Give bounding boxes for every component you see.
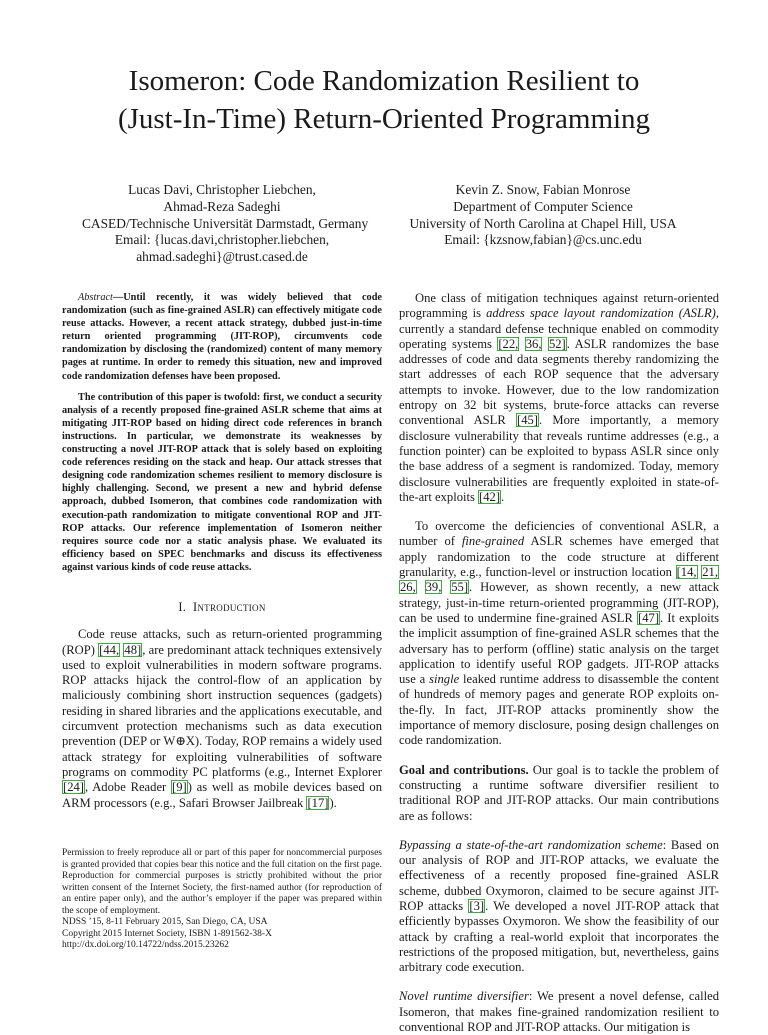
citation-link[interactable]: 26, (400, 580, 416, 595)
title-line-2: (Just-In-Time) Return-Oriented Programming (117, 103, 651, 135)
abstract-label: Abstract (78, 292, 113, 303)
author-email: ahmad.sadeghi}@trust.cased.de (136, 249, 308, 265)
doi-link[interactable]: http://dx.doi.org/10.14722/ndss.2015.23262 (62, 940, 229, 950)
citation-link[interactable]: [14, (676, 565, 697, 580)
citation-link[interactable]: 52] (548, 336, 566, 351)
authors-right-block (398, 182, 688, 249)
section-title: Introduction (192, 599, 266, 614)
citation-link[interactable]: [44, (99, 642, 120, 657)
author-email: Email: {kzsnow,fabian}@cs.unc.edu (444, 232, 642, 248)
contribution-heading: Novel runtime diversifier (399, 989, 529, 1004)
author-email: Email: {lucas.davi,christopher.liebchen, (114, 232, 330, 248)
abstract-paragraph-1: Abstract—Until recently, it was widely believed that code randomization (such as fine-grained ASLR) can effectively mitigate code reuse attacks. However, a recent attack strategy, dubbed just-in-time return oriented programming (JIT-ROP), circumvents code randomization by disclosing the (randomized) content of many memory pages at runtime. In order to remedy this situation, new and improved code randomization defenses have been proposed. (62, 292, 382, 382)
copyright-footnote (62, 848, 382, 952)
citation-link[interactable]: [17] (307, 795, 329, 810)
citation-link[interactable]: 39, (425, 580, 442, 595)
author-department: Department of Computer Science (453, 198, 633, 214)
permission-notice: Permission to freely reproduce all or part of this paper for noncommercial purposes is granted provided that copies bear this notice and the full citation on the first page. Reproduction for commercial purposes is strictly prohibited without the prior written consent of the Internet Society, the first-named author (for reproduction of an entire paper only), and the author’s employer if the paper was prepared within the scope of employment. (62, 848, 382, 916)
citation-link[interactable]: [24] (63, 780, 84, 795)
intro-paragraph: To overcome the deficiencies of conventional ASLR, a number of fine-grained ASLR schemes have emerged that apply randomization to the code structure at different granularity, e.g., function-level or instruction location [14, 21, 26, 39, 55]. However, as shown recently, a new attack strategy, just-in-time return-oriented programming (JIT-ROP), can be used to undermine fine-grained ASLR [47]. It exploits the implicit assumption of fine-grained ASLR schemes that the adversary has to perform (offline) static analysis on the target application to identify useful ROP gadgets. JIT-ROP attacks use a single leaked runtime address to disassemble the content of hundreds of memory pages and generate ROP exploits on-the-fly. In fact, JIT-ROP attacks prominently show the importance of memory disclosure, posing design challenges on code randomization. (399, 519, 720, 748)
citation-link[interactable]: 55] (451, 580, 469, 595)
citation-link[interactable]: [45] (517, 413, 538, 428)
paper-title (0, 62, 768, 138)
citation-link[interactable]: [3] (469, 898, 485, 913)
contribution-heading: Bypassing a state-of-the-art randomization scheme (399, 837, 663, 852)
author-names: Kevin Z. Snow, Fabian Monrose (455, 182, 631, 197)
abstract-paragraph-2: The contribution of this paper is twofold: first, we conduct a security analysis of a recently proposed fine-grained ASLR scheme that aims at mitigating JIT-ROP based on hiding direct code references in branch instructions. In particular, we demonstrate its weaknesses by constructing a novel JIT-ROP attack that is solely based on exploiting code references residing on the stack and heap. Our attack stresses that designing code randomization schemes resilient to memory disclosure is highly challenging. Second, we present a new and hybrid defense approach, dubbed Isomeron, that combines code randomization with execution-path randomization to mitigate conventional ROP and JIT-ROP attacks. Our reference implementation of Isomeron neither requires source code nor a static analysis phase. We evaluated its efficiency based on SPEC benchmarks and discuss its effectiveness against various kinds of code reuse attacks. (62, 391, 382, 573)
intro-paragraph: Code reuse attacks, such as return-oriented programming (ROP) [44, 48], are predominant attack techniques extensively used to exploit vulnerabilities in modern software programs. ROP attacks hijack the control-flow of an application by maliciously combining short instruction sequences (gadgets) residing in shared libraries and the applications executable, and circumvent protection mechanisms such as data execution prevention (DEP or W⊕X). Today, ROP remains a widely used attack strategy for exploiting vulnerabilities of software programs on commodity PC platforms (e.g., Internet Explorer [24], Adobe Reader [9]) as well as mobile devices based on ARM processors (e.g., Safari Browser Jailbreak [17]). (62, 627, 383, 810)
author-affiliation: CASED/Technische Universität Darmstadt, Germany (82, 215, 369, 231)
section-heading (62, 600, 382, 615)
citation-link[interactable]: 48] (124, 642, 142, 657)
conference-line: NDSS ’15, 8-11 February 2015, San Diego, CA, USA (62, 917, 268, 927)
author-affiliation: University of North Carolina at Chapel Hill, USA (409, 215, 677, 231)
author-names: Lucas Davi, Christopher Liebchen, (128, 182, 316, 197)
section-number: I. (178, 599, 187, 614)
abstract (62, 291, 382, 574)
citation-link[interactable]: 36, (525, 336, 542, 351)
author-names: Ahmad-Reza Sadeghi (163, 198, 281, 214)
goal-paragraph: Goal and contributions. Our goal is to tackle the problem of constructing a runtime software diversifier resilient to traditional ROP and JIT-ROP attacks. Our main contributions are as follows: (399, 762, 720, 823)
citation-link[interactable]: [22, (498, 336, 519, 351)
title-line-1: Isomeron: Code Randomization Resilient to (128, 65, 640, 97)
citation-link[interactable]: [47] (638, 610, 660, 625)
goal-heading: Goal and contributions. (399, 762, 529, 777)
citation-link[interactable]: [9] (172, 780, 187, 795)
left-column (62, 291, 382, 811)
citation-link[interactable]: 21, (702, 565, 718, 580)
authors-left-block (82, 182, 369, 266)
copyright-line: Copyright 2015 Internet Society, ISBN 1-891562-38-X (62, 928, 272, 939)
right-column (399, 291, 719, 1035)
contribution-novel: Novel runtime diversifier: We present a novel defense, called Isomeron, that makes fine-grained randomization resilient to conventional ROP and JIT-ROP attacks. Our mitigation is (399, 989, 719, 1035)
intro-paragraph: One class of mitigation techniques against return-oriented programming is address space layout randomization (ASLR), currently a standard defense technique enabled on commodity operating systems [22, 36, 52]. ASLR randomizes the base addresses of code and data segments thereby randomizing the start addresses of each ROP sequence that the adversary attempts to invoke. However, due to the low randomization entropy on 32 bit systems, brute-force attacks can reverse conventional ASLR [45]. More importantly, a memory disclosure vulnerability that reveals runtime addresses (e.g., a function pointer) can be exploited to bypass ASLR since only the base address of a segment is randomized. Today, memory disclosure vulnerabilities are frequently exploited in state-of-the-art exploits [42]. (399, 291, 720, 504)
citation-link[interactable]: [42] (479, 489, 501, 504)
contribution-bypass: Bypassing a state-of-the-art randomization scheme: Based on our analysis of ROP and JIT-ROP attacks, we evaluate the effectiveness of a recently proposed fine-grained ASLR scheme, dubbed Oxymoron, claimed to be secure against JIT-ROP attacks [3]. We developed a novel JIT-ROP attack that efficiently bypasses Oxymoron. We show the feasibility of our attack by crafting a real-world exploit that incorporates the restrictions of the proposed mitigation, but, nevertheless, gains arbitrary code execution. (399, 837, 719, 975)
